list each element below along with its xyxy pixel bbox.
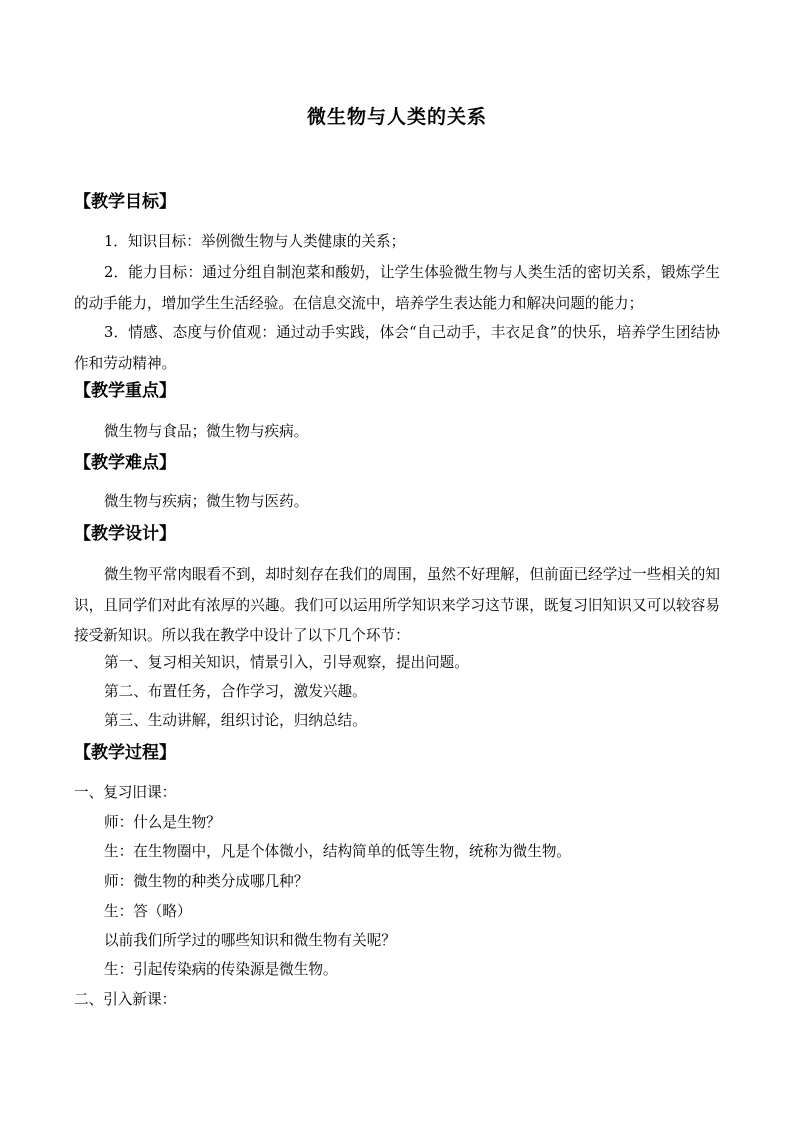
design-step-1: 第一、复习相关知识，情景引入，引导观察，提出问题。 — [104, 654, 469, 671]
design-step-3: 第三、生动讲解，组织讨论，归纳总结。 — [104, 712, 367, 729]
process-part2-title: 二、引入新课： — [74, 991, 177, 1008]
difficulties-text: 微生物与疾病；微生物与医药。 — [104, 493, 309, 510]
design-step-2: 第二、布置任务，合作学习，激发兴趣。 — [104, 683, 367, 700]
objective-item-1: 1．知识目标：举例微生物与人类健康的关系； — [104, 233, 406, 250]
key-points-text: 微生物与食品；微生物与疾病。 — [104, 423, 309, 440]
heading-key-points: 【教学重点】 — [74, 381, 176, 401]
design-intro: 微生物平常肉眼看不到，却时刻存在我们的周围，虽然不好理解，但前面已经学过一些相关的知识，且同学们对此有浓厚的兴趣。我们可以运用所学知识来学习这节课，既复习旧知识又可以较容易接受新知识。所以我在教学中设计了以下几个环节： — [74, 566, 720, 644]
dialogue-line-2: 生：在生物圈中，凡是个体微小，结构简单的低等生物，统称为微生物。 — [104, 843, 572, 860]
heading-difficulties: 【教学难点】 — [74, 453, 176, 473]
heading-design: 【教学设计】 — [74, 524, 176, 544]
objective-item-2: 2．能力目标：通过分组自制泡菜和酸奶，让学生体验微生物与人类生活的密切关系，锻炼学生的动手能力，增加学生生活经验。在信息交流中，培养学生表达能力和解决问题的能力； — [74, 264, 720, 312]
process-part1-title: 一、复习旧课： — [74, 784, 177, 801]
heading-process: 【教学过程】 — [74, 743, 176, 763]
objective-item-3: 3．情感、态度与价值观：通过动手实践，体会“自己动手，丰衣足食”的快乐，培养学生团结协作和劳动精神。 — [74, 324, 720, 372]
dialogue-line-5: 以前我们所学过的哪些知识和微生物有关呢？ — [104, 932, 396, 949]
page-title: 微生物与人类的关系 — [306, 106, 487, 128]
dialogue-line-3: 师：微生物的种类分成哪几种？ — [104, 873, 309, 890]
dialogue-line-1: 师：什么是生物？ — [104, 814, 221, 831]
dialogue-line-6: 生：引起传染病的传染源是微生物。 — [104, 961, 338, 978]
dialogue-line-4: 生：答（略） — [104, 903, 192, 920]
heading-objectives: 【教学目标】 — [74, 192, 176, 212]
